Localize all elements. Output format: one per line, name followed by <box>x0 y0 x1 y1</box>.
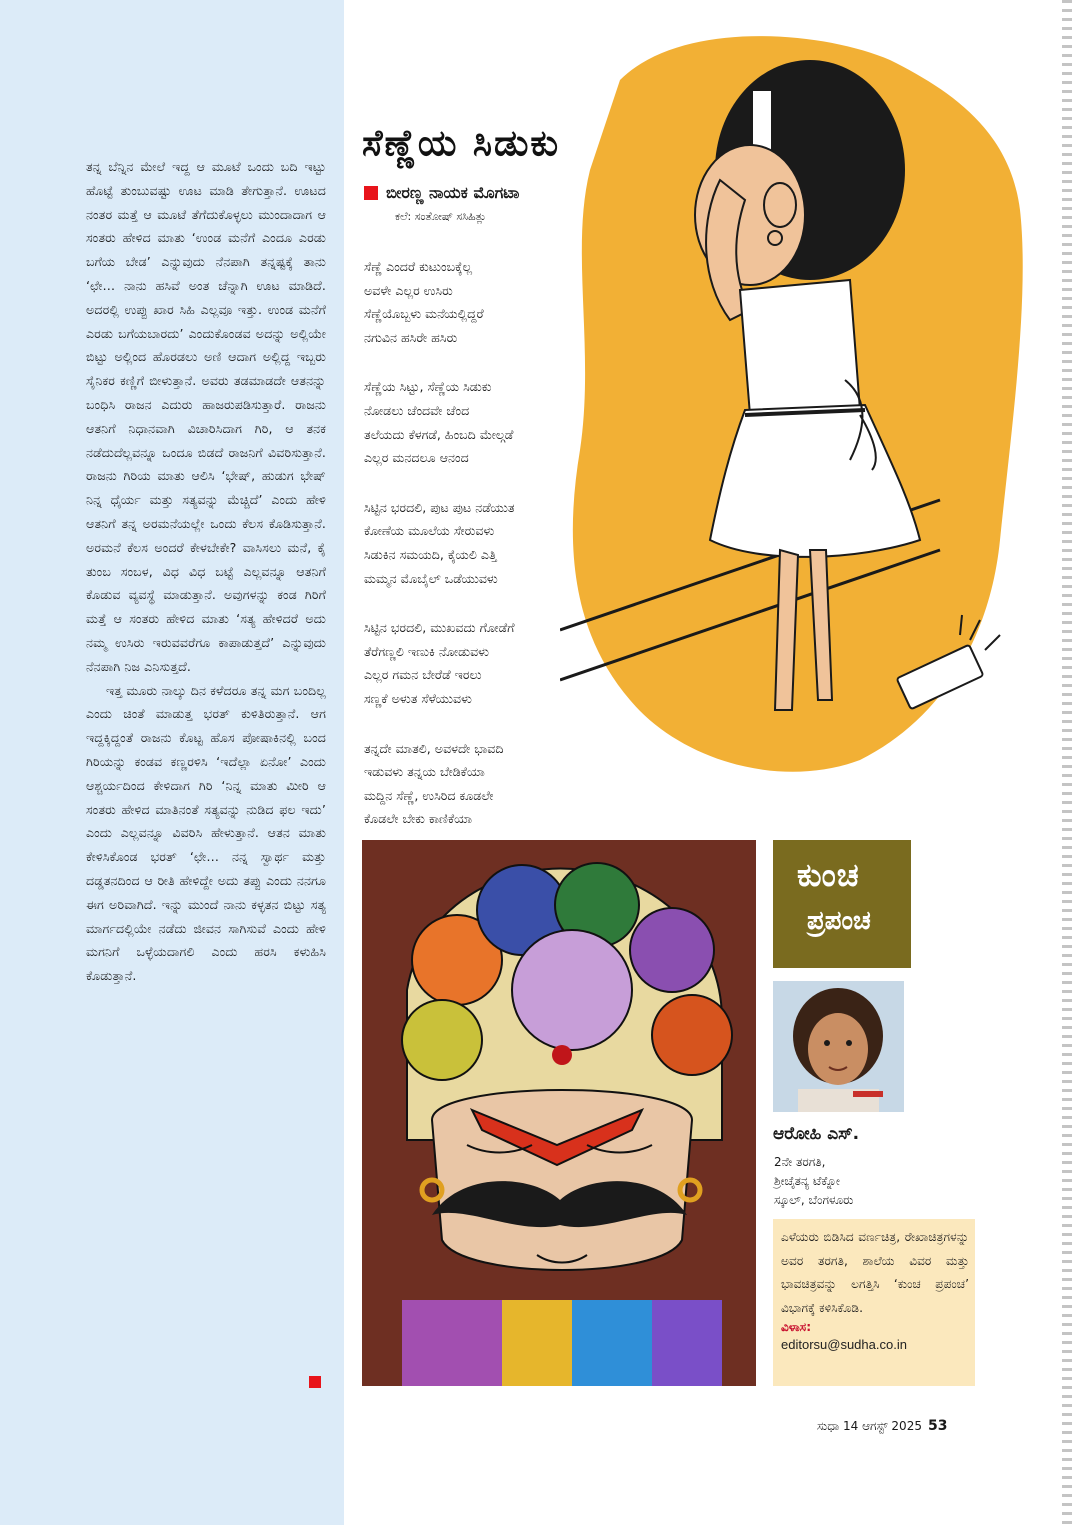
ear <box>764 183 796 227</box>
turban-fold <box>630 908 714 992</box>
poem-line: ಕೊಡಲೇ ಬೇಕು ಕಾಣಿಕೆಯಾ <box>364 811 473 827</box>
poem-author: ಬೀರಣ್ಣ ನಾಯಕ ಮೊಗಟಾ <box>386 183 520 202</box>
poem-line: ಮಮ್ಮನ ಮೊಬೈಲ್ ಒಡೆಯುವಳು <box>364 570 498 586</box>
robe <box>402 1300 502 1386</box>
story-paragraph-2: ಇತ್ತ ಮೂರು ನಾಲ್ಕು ದಿನ ಕಳೆದರೂ ತನ್ನ ಮಗ ಬಂದಿಲ್ಲ ಎಂದು ಚಿಂತೆ ಮಾಡುತ್ತ ಭರತ್ ಕುಳಿತಿರುತ್ತಾನೆ. ಆಗ ಇದ್ದಕ್ಕಿದ್ದಂತೆ ರಾಜನು ಕೊಟ್ಟ ಹೊಸ ಪೋಷಾಕಿನಲ್ಲಿ ಬಂದ ಗಿರಿಯನ್ನು ಕಂಡವ ಕಣ್ಣರಳಿಸಿ ‘ಇದೆಲ್ಲಾ ಏನೋ’ ಎಂದು ಆಶ್ಚರ್ಯದಿಂದ ಕೇಳಿದಾಗ ಗಿರಿ ‘ನಿನ್ನ ಮಾತು ಮೀರಿ ಆ ಸಂತರು ಹೇಳಿದ ಮಾತಿನಂತೆ ಸತ್ಯವನ್ನು ನುಡಿದ ಫಲ ಇದು’ ಎಂದು ಎಲ್ಲವನ್ನೂ ವಿವರಿಸಿ ಹೇಳುತ್ತಾನೆ. ಆತನ ಮಾತು ಕೇಳಿಸಿಕೊಂಡ ಭರತ್ ‘ಛೇ… ನನ್ನ ಸ್ವಾರ್ಥ ಮತ್ತು ದಡ್ಡತನದಿಂದ ಆ ರೀತಿ ಹೇಳಿದ್ದೇ ಅದು ತಪ್ಪು ಎಂದು ನನಗೂ ಈಗ ಅರಿವಾಗಿದೆ. ಇನ್ನು ಮುಂದೆ ನಾನು ಕಳ್ಳತನ ಬಿಟ್ಟು ಸತ್ಯ ಮಾರ್ಗದಲ್ಲಿಯೇ ನಡೆದು ಜೀವನ ಸಾಗಿಸುವೆ ಎಂದು ಹೇಳಿ ಮಗನಿಗೆ ಒಳ್ಳೆಯದಾಗಲಿ ಎಂದು ಹರಸಿ ಕಳುಹಿಸಿ ಕೊಡುತ್ತಾನೆ. <box>86 682 326 984</box>
poem-line: ಕೋಣೆಯ ಮೂಲೆಯ ಸೇರುವಳು <box>364 523 495 539</box>
poem-line: ತಲೆಯದು ಕೆಳಗಡೆ, ಹಿಂಬದಿ ಮೇಲ್ಗಡೆ <box>364 426 514 442</box>
logo-line-1: ಕುಂಚ <box>797 856 860 894</box>
poem-line: ಸಿಟ್ಟಿನ ಭರದಲಿ, ಮುಖವದು ಗೋಡೆಗೆ <box>364 620 515 636</box>
poem-stanza <box>364 375 614 469</box>
red-square-marker <box>364 186 378 200</box>
shirt-stripe <box>853 1091 883 1097</box>
face <box>432 1090 692 1270</box>
kuncha-prapancha-logo <box>773 840 911 968</box>
poem-line: ತನ್ನದೇ ಮಾತಲಿ, ಅವಳದೇ ಭಾವದಿ <box>364 740 504 756</box>
logo-line-2: ಪ್ರಪಂಚ <box>807 906 871 936</box>
child-class: 2ನೇ ತರಗತಿ, <box>774 1155 826 1169</box>
story-paragraph-1: ತನ್ನ ಬೆನ್ನಿನ ಮೇಲೆ ಇದ್ದ ಆ ಮೂಟೆ ಒಂದು ಬದಿ ಇಟ್ಟು ಹೊಟ್ಟೆ ತುಂಬುವಷ್ಟು ಊಟ ಮಾಡಿ ತೇಗುತ್ತಾನೆ. ಊಟದ ನಂತರ ಮತ್ತೆ ಆ ಮೂಟೆ ತೆಗೆದುಕೊಳ್ಳಲು ಮುಂದಾದಾಗ ಆ ಸಂತರು ಹೇಳಿದ ಮಾತು ‘ಉಂಡ ಮನೆಗೆ ಎಂದೂ ಎರಡು ಬಗೆಯ ಬೇಡ’ ಎನ್ನುವುದು ನೆನಪಾಗಿ ತನ್ನಷ್ಟಕ್ಕೆ ತಾನು ‘ಛೇ… ನಾನು ಹಸಿವೆ ಅಂತ ಚೆನ್ನಾಗಿ ಊಟ ಮಾಡಿದೆ. ಅದರಲ್ಲಿ ಉಪ್ಪು ಖಾರ ಸಿಹಿ ಎಲ್ಲವೂ ಇತ್ತು. ಉಂಡ ಮನೆಗೆ ಎರಡು ಬಗೆಯಬಾರದು’ ಎಂದುಕೊಂಡವ ಅದನ್ನು ಅಲ್ಲಿಯೇ ಬಿಟ್ಟು ಅಲ್ಲಿಂದ ಹೊರಡಲು ಅಣಿ ಆದಾಗ ಅಲ್ಲಿದ್ದ ಇಬ್ಬರು ಸೈನಿಕರ ಕಣ್ಣಿಗೆ ಬೀಳುತ್ತಾನೆ. ಅವರು ತಡಮಾಡದೇ ಆತನನ್ನು ಬಂಧಿಸಿ ರಾಜನ ಎದುರು ಹಾಜರುಪಡಿಸುತ್ತಾರೆ. ರಾಜನು ಆತನಿಗೆ ನಿಧಾನವಾಗಿ ವಿಚಾರಿಸಿದಾಗ ಗಿರಿ, ಆ ತನಕ ನಡೆದುದೆಲ್ಲವನ್ನೂ ಒಂದೂ ಬಿಡದೆ ರಾಜನಿಗೆ ವಿವರಿಸುತ್ತಾನೆ. ರಾಜನು ಗಿರಿಯ ಮಾತು ಆಲಿಸಿ ‘ಭೇಷ್, ಹುಡುಗ ಭೇಷ್ ನಿನ್ನ ಧೈರ್ಯ ಮತ್ತು ಸತ್ಯವನ್ನು ಮೆಚ್ಚಿದೆ’ ಎಂದು ಹೇಳಿ ಆತನಿಗೆ ತನ್ನ ಅರಮನೆಯಲ್ಲೇ ಒಂದು ಕೆಲಸ ಕೊಡಿಸುತ್ತಾನೆ. ಅರಮನೆ ಕೆಲಸ ಅಂದರೆ ಕೇಳಬೇಕೇ? ವಾಸಿಸಲು ಮನೆ, ಕೈ ತುಂಬ ಸಂಬಳ, ವಿಧ ವಿಧ ಬಟ್ಟೆ ಎಲ್ಲವನ್ನೂ ಆತನಿಗೆ ಕೊಡುವ ವ್ಯವಸ್ಥೆ ಮಾಡುತ್ತಾನೆ. ಅವುಗಳನ್ನು ಕಂಡ ಗಿರಿಗೆ ಮತ್ತೆ ಆ ಸಂತರು ಹೇಳಿದ ಮಾತು ‘ಸತ್ಯ ಹೇಳಿದರೆ ಅದು ನಮ್ಮ ಉಸಿರು ಇರುವವರೆಗೂ ಕಾಪಾಡುತ್ತದೆ’ ಎನ್ನುವುದು ನೆನಪಾಗಿ ನಿಜ ಎನಿಸುತ್ತದೆ. <box>86 159 326 674</box>
turban-jewel <box>552 1045 572 1065</box>
robe <box>652 1300 722 1386</box>
poem-stanza <box>364 496 614 590</box>
address-label: ವಿಳಾಸ: <box>781 1320 812 1335</box>
turban-fold <box>652 995 732 1075</box>
eye <box>824 1040 830 1046</box>
email-address[interactable]: editorsu@sudha.co.in <box>781 1337 907 1353</box>
child-info <box>774 1153 853 1210</box>
poem-stanza <box>364 255 614 349</box>
folio-text: ಸುಧಾ 14 ಆಗಸ್ಟ್ 2025 <box>817 1419 922 1433</box>
poem-line: ಸೆಣ್ಣೆಯ ಸಿಟ್ಟು, ಸೆಣ್ಣೆಯ ಸಿಡುಕು <box>364 379 492 395</box>
turban-fold <box>512 930 632 1050</box>
poem-stanza <box>364 616 614 710</box>
poem-line: ಸಿಟ್ಟಿನ ಭರದಲಿ, ಪುಟ ಪುಟ ನಡೆಯುತ <box>364 499 515 515</box>
child-school: ಸ್ಕೂಲ್, ಬೆಂಗಳೂರು <box>774 1193 854 1207</box>
poem-illustration <box>560 20 1040 780</box>
page-footer <box>817 1418 947 1434</box>
poem-line: ಎಲ್ಲರ ಮನದಲೂ ಆನಂದ <box>364 450 469 466</box>
turban-fold <box>402 1000 482 1080</box>
robe <box>502 1300 572 1386</box>
child-photo <box>773 981 904 1112</box>
crop-mark <box>1062 0 1072 1525</box>
end-mark <box>309 1376 321 1388</box>
art-credit: ಕಲೆ: ಸಂತೋಷ್ ಸಸಿಹಿತ್ಲು <box>395 210 487 223</box>
poem-line: ಸೆಣ್ಣೆ ಎಂದರೆ ಕುಟುಂಬಕ್ಕೆಲ್ಲ <box>364 259 473 274</box>
child-painting <box>362 840 756 1386</box>
dress-top <box>740 280 860 415</box>
poem-line: ಎಲ್ಲರ ಗಮನ ಬೇರೆಡೆ ಇರಲು <box>364 667 482 683</box>
page-number: 53 <box>927 1418 948 1434</box>
child-school: ಶ್ರೀಚೈತನ್ಯ ಟೆಕ್ನೋ <box>774 1174 840 1188</box>
poem-byline <box>364 183 519 203</box>
poem-line: ನೋಡಲು ಚೆಂದವೇ ಚೆಂದ <box>364 402 470 418</box>
poem-line: ಮದ್ದಿನ ಸೆಣ್ಣೆ, ಉಸಿರಿದ ಕೂಡಲೇ <box>364 787 494 803</box>
face <box>808 1013 868 1085</box>
callout-text: ಎಳೆಯರು ಬಿಡಿಸಿದ ವರ್ಣಚಿತ್ರ, ರೇಖಾಚಿತ್ರಗಳನ್ನು ಅವರ ತರಗತಿ, ಶಾಲೆಯ ವಿವರ ಮತ್ತು ಭಾವಚಿತ್ರವನ್ನು ಲಗತ್ತಿಸಿ ‘ಕುಂಚ ಪ್ರಪಂಚ’ ವಿಭಾಗಕ್ಕೆ ಕಳಿಸಿಕೊಡಿ. <box>781 1230 969 1315</box>
poem-line: ಅವಳೇ ಎಲ್ಲರ ಉಸಿರು <box>364 282 453 298</box>
story-text <box>86 155 326 988</box>
poem-line: ಸಿಡುಕಿನ ಸಮಯದಿ, ಕೈಯಲಿ ಎತ್ತಿ <box>364 546 497 562</box>
poem-line: ತೆರೆಗಣ್ಣಲಿ ಇಣುಕಿ ನೋಡುವಳು <box>364 643 490 659</box>
poem-line: ಸಣ್ಣಕೆ ಅಳುತ ಸೆಳೆಯುವಳು <box>364 690 472 706</box>
poem-line: ಸೆಣ್ಣೆಯೊಬ್ಬಳು ಮನೆಯಲ್ಲಿದ್ದರೆ <box>364 306 484 322</box>
poem-line: ನಗುವಿನ ಹಸಿರೇ ಹಸಿರು <box>364 329 458 345</box>
child-name: ಆರೋಹಿ ಎಸ್. <box>773 1124 860 1144</box>
poem-stanza <box>364 737 614 831</box>
poem-line: ಇಡುವಳು ತನ್ನಯ ಬೇಡಿಕೆಯಾ <box>364 764 485 780</box>
eye <box>846 1040 852 1046</box>
poem-body <box>364 255 614 857</box>
submission-callout <box>773 1219 975 1386</box>
robe <box>572 1300 652 1386</box>
poem-title: ಸೆಣ್ಣೆಯ ಸಿಡುಕು <box>362 123 561 164</box>
